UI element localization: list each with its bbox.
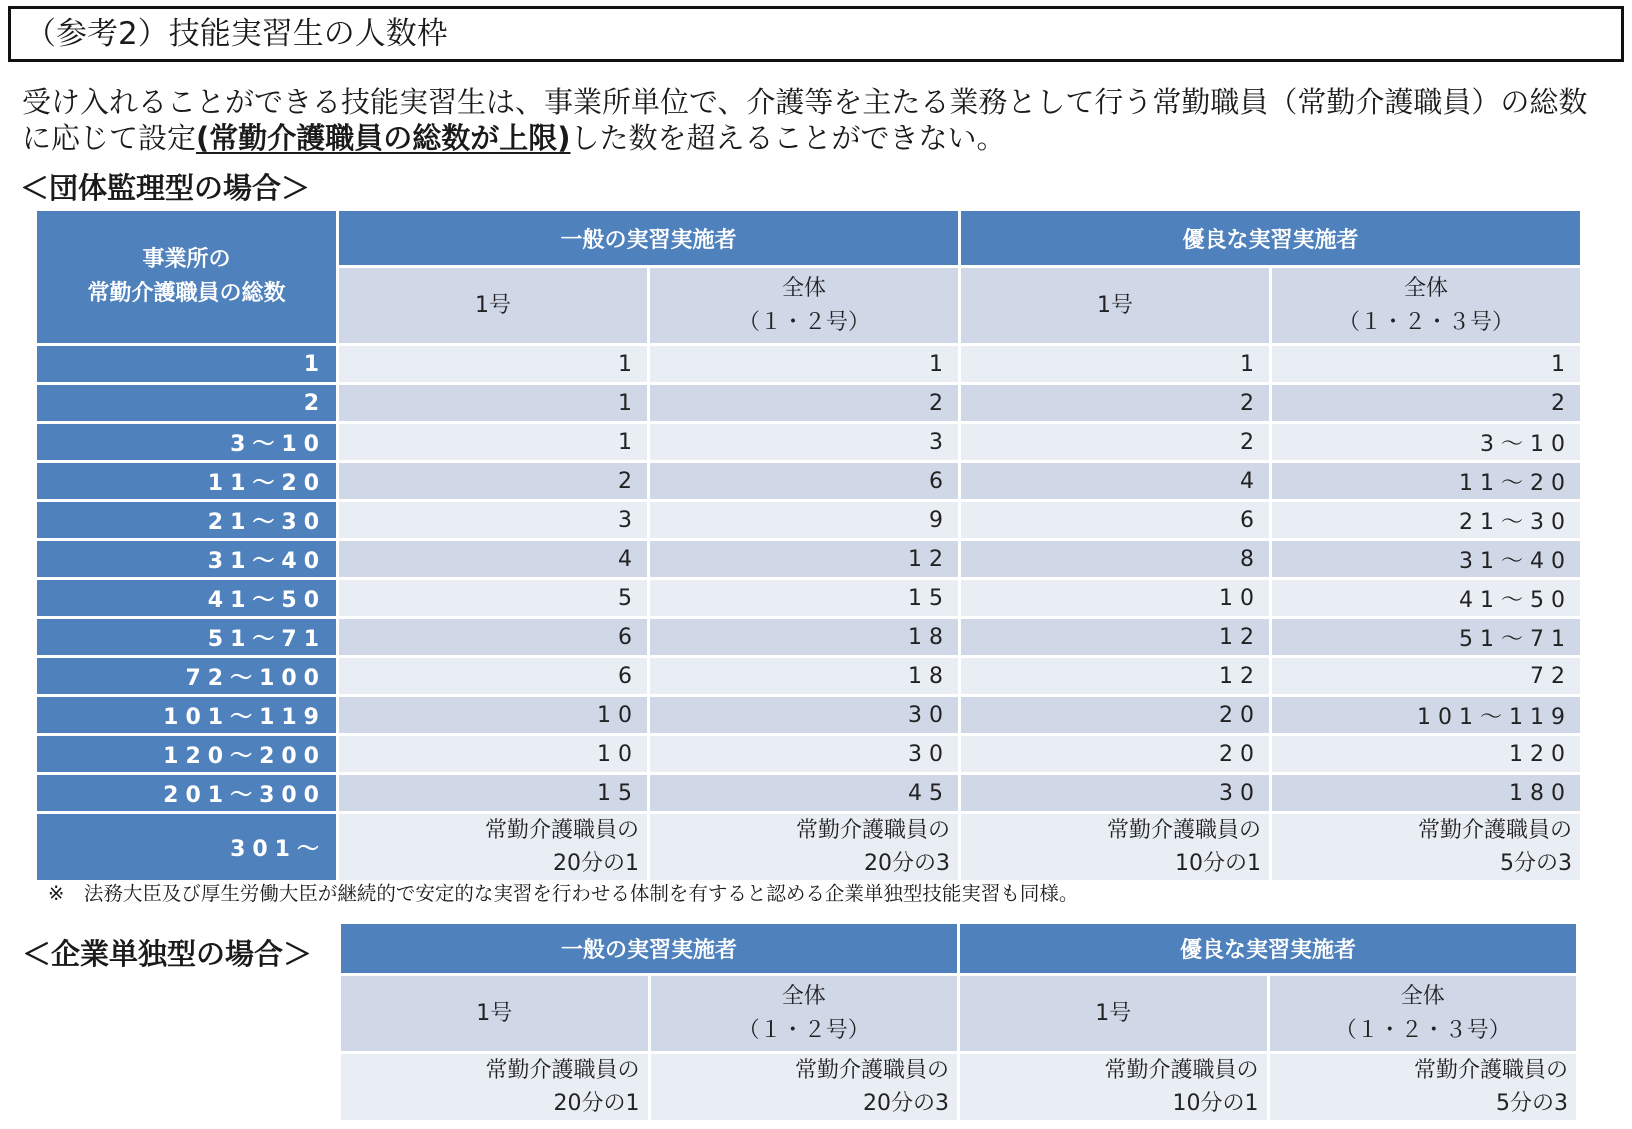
cell-excellent-total: 3～10 (1271, 423, 1582, 462)
frac-line: 20分の3 (863, 1091, 950, 1116)
cell-excellent-total: 2 (1271, 384, 1582, 423)
col-header-excellent-total-2 (1268, 975, 1578, 1053)
col-header-line: （１・２・３号） (1334, 1017, 1511, 1043)
cell-general-total: 9 (649, 501, 960, 540)
row-label: 101～119 (36, 696, 338, 735)
cell-general-no1-company (340, 1053, 650, 1122)
corner-header (36, 210, 338, 345)
cell-excellent-total: 51～71 (1271, 618, 1582, 657)
cell-excellent-no1: 20 (960, 735, 1271, 774)
intro-line-2 (22, 120, 1622, 156)
cell-general-total: 30 (649, 696, 960, 735)
cell-general-no1: 4 (338, 540, 649, 579)
cell-general-total: 1 (649, 345, 960, 384)
col-header-general-total-line-1: 全体 (782, 275, 827, 301)
col-header-general-total-line-2: （１・２号） (738, 309, 871, 335)
group-header-general: 一般の実習実施者 (338, 210, 960, 267)
row-label: 72～100 (36, 657, 338, 696)
frac-line: 20分の3 (864, 851, 951, 876)
frac-line: 常勤介護職員の (795, 1058, 950, 1083)
cell-general-total: 18 (649, 657, 960, 696)
cell-general-no1-last (338, 813, 649, 882)
row-label: 11～20 (36, 462, 338, 501)
table-row (36, 540, 1582, 579)
cell-general-total: 15 (649, 579, 960, 618)
table-row (36, 735, 1582, 774)
cell-excellent-total: 180 (1271, 774, 1582, 813)
cell-excellent-no1: 6 (960, 501, 1271, 540)
cell-general-no1: 1 (338, 423, 649, 462)
frac-line: 常勤介護職員の (1418, 818, 1573, 843)
cell-excellent-no1: 30 (960, 774, 1271, 813)
cell-general-total-company (649, 1053, 959, 1122)
row-label-last: 301～ (36, 813, 338, 882)
table-row (36, 384, 1582, 423)
table-row (36, 501, 1582, 540)
col-header-line: （１・２号） (737, 1017, 870, 1043)
frac-line: 常勤介護職員の (1104, 1058, 1259, 1083)
frac-line: 常勤介護職員の (484, 818, 639, 843)
frac-line: 10分の1 (1175, 851, 1262, 876)
table-row (36, 345, 1582, 384)
cell-excellent-no1: 20 (960, 696, 1271, 735)
group-supervised-table (34, 208, 1583, 883)
cell-general-total: 30 (649, 735, 960, 774)
table-row (36, 774, 1582, 813)
row-label: 21～30 (36, 501, 338, 540)
cell-general-total-last (649, 813, 960, 882)
col-header-excellent-no1-2: 1号 (959, 975, 1269, 1053)
cell-general-no1: 15 (338, 774, 649, 813)
group-header-excellent-2: 優良な実習実施者 (959, 923, 1578, 975)
intro-line-2-post: した数を超えることができない。 (570, 121, 1006, 155)
frac-line: 常勤介護職員の (485, 1058, 640, 1083)
col-header-general-total (649, 267, 960, 345)
cell-excellent-total: 21～30 (1271, 501, 1582, 540)
footnote: ※ 法務大臣及び厚生労働大臣が継続的で安定的な実習を行わせる体制を有すると認める企業単独型技能実習も同様。 (48, 882, 1079, 905)
cell-excellent-total: 11～20 (1271, 462, 1582, 501)
cell-excellent-no1: 2 (960, 423, 1271, 462)
cell-excellent-no1: 1 (960, 345, 1271, 384)
intro-text (22, 84, 1622, 156)
cell-excellent-no1: 10 (960, 579, 1271, 618)
row-label: 2 (36, 384, 338, 423)
cell-general-total: 6 (649, 462, 960, 501)
cell-general-no1: 10 (338, 735, 649, 774)
cell-excellent-total: 72 (1271, 657, 1582, 696)
cell-excellent-no1: 8 (960, 540, 1271, 579)
corner-label-line-1: 事業所の (142, 247, 231, 272)
col-header-line: 全体 (781, 983, 826, 1009)
corner-label-line-2: 常勤介護職員の総数 (87, 281, 286, 306)
cell-general-no1: 2 (338, 462, 649, 501)
frac-line: 常勤介護職員の (1107, 818, 1262, 843)
col-header-excellent-total-line-2: （１・２・３号） (1338, 309, 1515, 335)
section-heading-company: ＜企業単独型の場合＞ (22, 937, 313, 971)
frac-line: 常勤介護職員の (1414, 1058, 1569, 1083)
cell-excellent-total: 1 (1271, 345, 1582, 384)
section-heading-group: ＜団体監理型の場合＞ (20, 171, 311, 205)
frac-line: 20分の1 (553, 1091, 640, 1116)
cell-excellent-no1: 4 (960, 462, 1271, 501)
cell-general-no1: 5 (338, 579, 649, 618)
cell-general-no1: 6 (338, 657, 649, 696)
intro-line-2-pre: に応じて設定 (22, 121, 197, 155)
row-label: 41～50 (36, 579, 338, 618)
col-header-general-no1: 1号 (338, 267, 649, 345)
group-header-general-2: 一般の実習実施者 (340, 923, 959, 975)
row-label: 201～300 (36, 774, 338, 813)
row-label: 120～200 (36, 735, 338, 774)
table-row (36, 696, 1582, 735)
row-label: 3～10 (36, 423, 338, 462)
cell-general-no1: 3 (338, 501, 649, 540)
col-header-excellent-total (1271, 267, 1582, 345)
cell-excellent-total-last (1271, 813, 1582, 882)
cell-excellent-no1: 12 (960, 657, 1271, 696)
cell-excellent-total: 101～119 (1271, 696, 1582, 735)
cell-excellent-total: 120 (1271, 735, 1582, 774)
cell-general-no1: 10 (338, 696, 649, 735)
cell-general-total: 2 (649, 384, 960, 423)
company-single-table (338, 921, 1579, 1123)
cell-general-total: 3 (649, 423, 960, 462)
frac-line: 5分の3 (1496, 1091, 1569, 1116)
row-label: 31～40 (36, 540, 338, 579)
table-row (36, 579, 1582, 618)
table-row (36, 423, 1582, 462)
frac-line: 5分の3 (1500, 851, 1573, 876)
cell-excellent-no1: 12 (960, 618, 1271, 657)
cell-excellent-total: 41～50 (1271, 579, 1582, 618)
cell-excellent-no1: 2 (960, 384, 1271, 423)
cell-excellent-total-company (1268, 1053, 1578, 1122)
cell-excellent-no1-last (960, 813, 1271, 882)
page-title: （参考2）技能実習生の人数枠 (8, 6, 1624, 62)
intro-line-1: 受け入れることができる技能実習生は、事業所単位で、介護等を主たる業務として行う常勤職員（常勤介護職員）の総数 (22, 85, 1588, 119)
table-row (36, 618, 1582, 657)
col-header-excellent-no1: 1号 (960, 267, 1271, 345)
cell-general-total: 45 (649, 774, 960, 813)
col-header-excellent-total-line-1: 全体 (1404, 275, 1449, 301)
cell-general-no1: 1 (338, 384, 649, 423)
row-label: 51～71 (36, 618, 338, 657)
table-row (36, 657, 1582, 696)
cell-general-total: 12 (649, 540, 960, 579)
row-label: 1 (36, 345, 338, 384)
cell-general-no1: 1 (338, 345, 649, 384)
cell-general-total: 18 (649, 618, 960, 657)
cell-excellent-total: 31～40 (1271, 540, 1582, 579)
cell-general-no1: 6 (338, 618, 649, 657)
cell-excellent-no1-company (959, 1053, 1269, 1122)
intro-emphasis: (常勤介護職員の総数が上限) (196, 121, 571, 155)
col-header-general-no1-2: 1号 (340, 975, 650, 1053)
frac-line: 10分の1 (1172, 1091, 1259, 1116)
col-header-line: 全体 (1400, 983, 1445, 1009)
table-row (36, 462, 1582, 501)
frac-line: 常勤介護職員の (796, 818, 951, 843)
group-header-excellent: 優良な実習実施者 (960, 210, 1582, 267)
col-header-general-total-2 (649, 975, 959, 1053)
frac-line: 20分の1 (553, 851, 639, 876)
